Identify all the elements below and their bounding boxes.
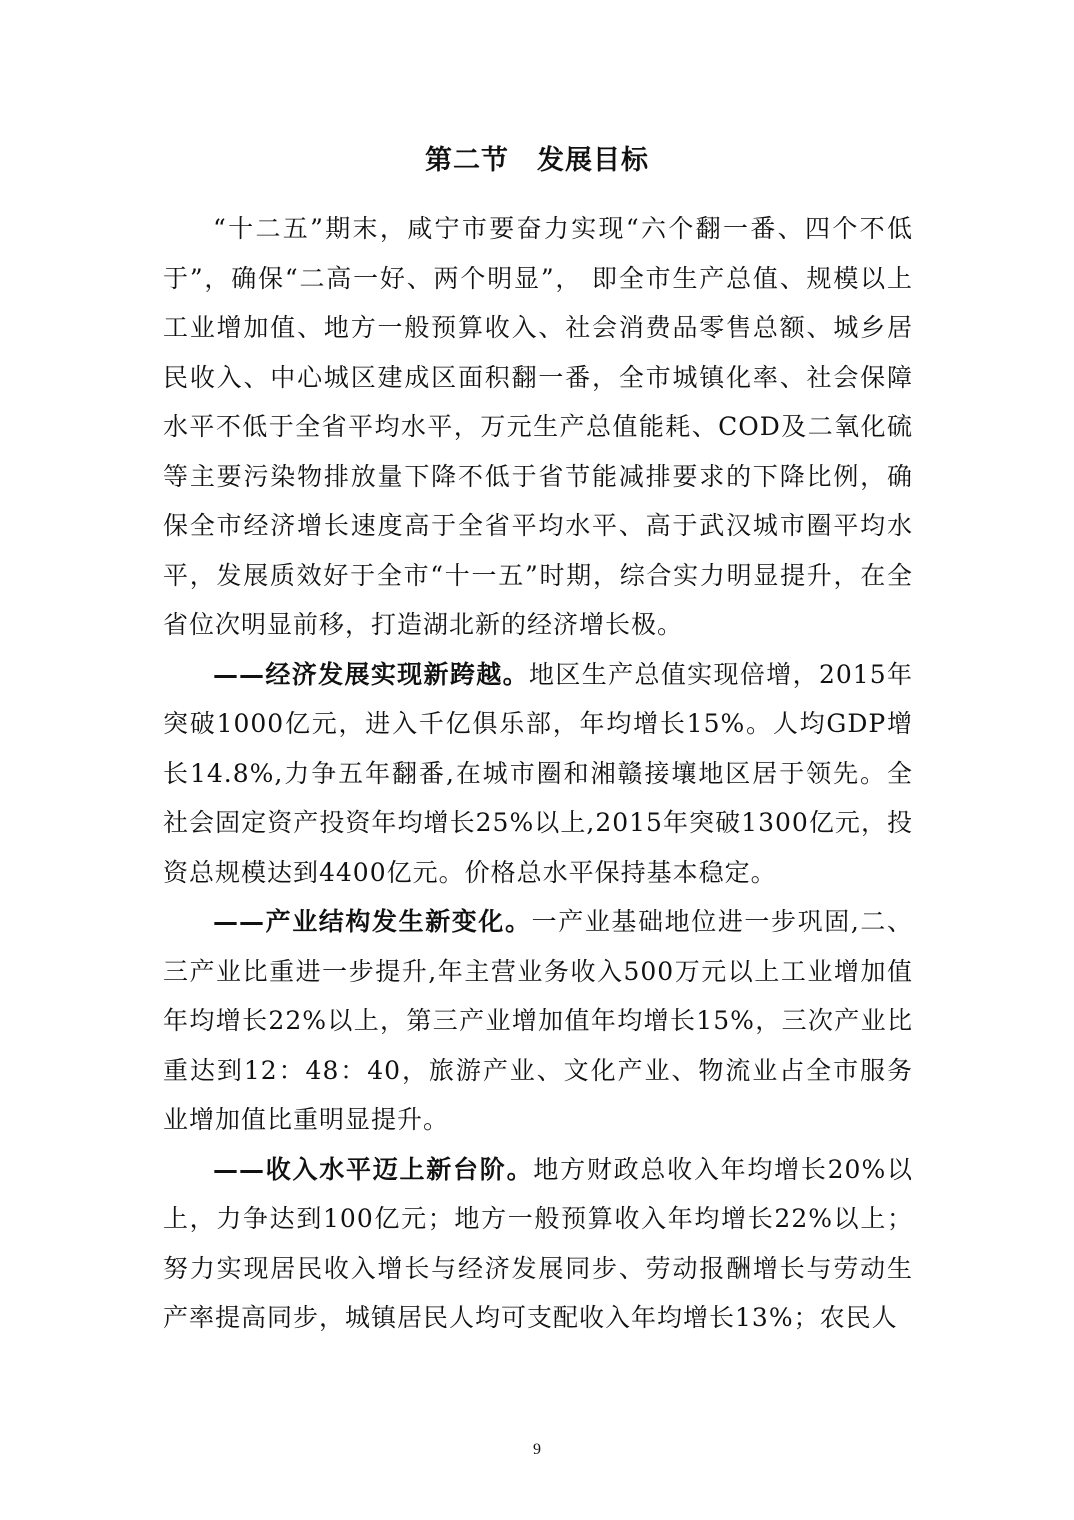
paragraph-industrial-structure	[163, 897, 913, 1145]
paragraph-economic-development	[163, 650, 913, 898]
section-title-prefix: 第二节	[425, 145, 509, 176]
paragraph-lead: ——产业结构发生新变化。	[213, 907, 532, 936]
paragraph-lead: ——收入水平迈上新台阶。	[213, 1154, 534, 1184]
section-title-main: 发展目标	[537, 145, 649, 176]
paragraph-text: 一产业基础地位进一步巩固,二、三产业比重进一步提升,年主营业务收入500万元以上工业增加值年均增长22%以上，第三产业增加值年均增长15%，三次产业比重达到12：48：40，旅游产业、文化产业、物流业占全市服务业增加值比重明显提升。	[163, 907, 913, 1134]
paragraph-lead: ——经济发展实现新跨越。	[213, 659, 529, 689]
paragraph-income-level	[163, 1145, 913, 1343]
body-text	[163, 204, 913, 1343]
paragraph-intro	[163, 204, 913, 650]
paragraph-text: 地方财政总收入年均增长20%以上，力争达到100亿元；地方一般预算收入年均增长22%以上；努力实现居民收入增长与经济发展同步、劳动报酬增长与劳动生产率提高同步，城镇居民人均可支配收入年均增长13%；农民人	[163, 1154, 913, 1332]
paragraph-text: “十二五”期末，咸宁市要奋力实现“六个翻一番、四个不低于”，确保“二高一好、两个明显”， 即全市生产总值、规模以上工业增加值、地方一般预算收入、社会消费品零售总额、城乡居民收入、中心城区建成区面积翻一番，全市城镇化率、社会保障水平不低于全省平均水平，万元生产总值能耗、COD及二氧化硫等主要污染物排放量下降不低于省节能减排要求的下降比例，确保全市经济增长速度高于全省平均水平、高于武汉城市圈平均水平，发展质效好于全市“十一五”时期，综合实力明显提升，在全省位次明显前移，打造湖北新的经济增长极。	[163, 214, 913, 639]
section-title	[0, 138, 1074, 184]
page-number: 9	[533, 1441, 541, 1458]
paragraph-text: 地区生产总值实现倍增，2015年突破1000亿元，进入千亿俱乐部，年均增长15%。人均GDP增长14.8%,力争五年翻番,在城市圈和湘赣接壤地区居于领先。全社会固定资产投资年均增长25%以上,2015年突破1300亿元，投资总规模达到4400亿元。价格总水平保持基本稳定。	[163, 659, 913, 887]
